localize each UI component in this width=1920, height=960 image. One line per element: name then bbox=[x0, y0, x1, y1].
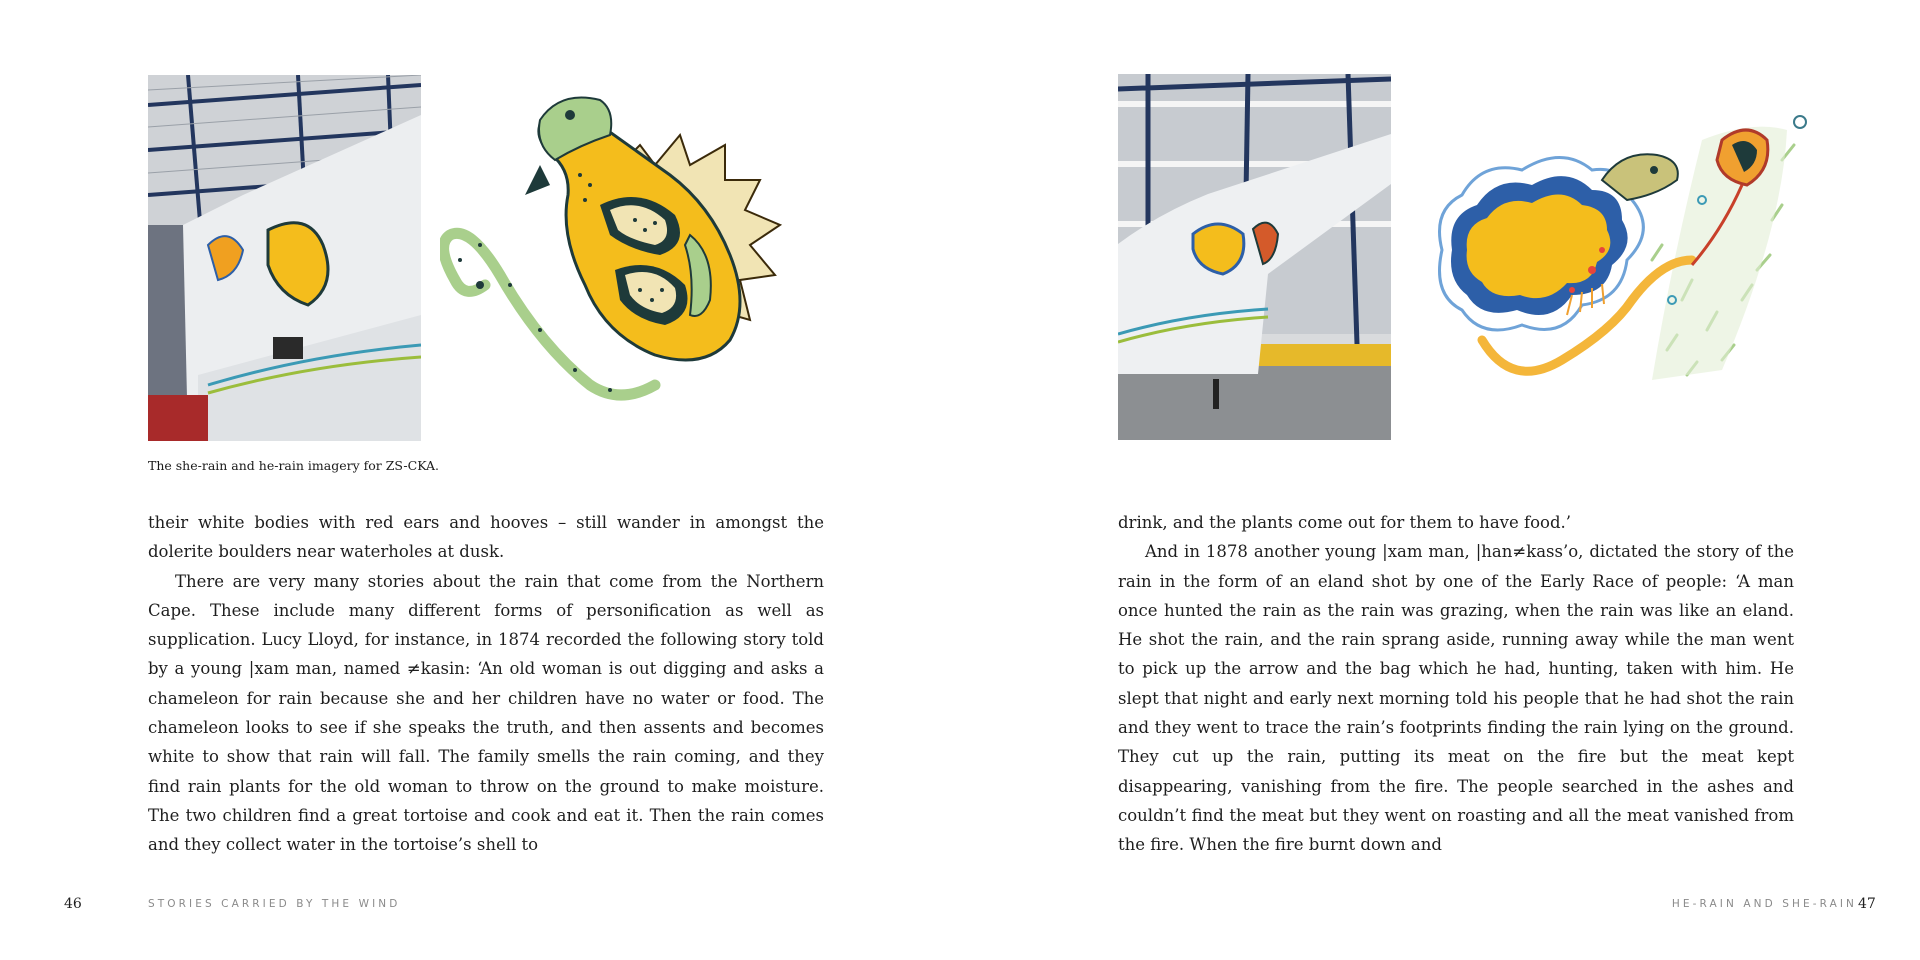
running-head: HE-RAIN AND SHE-RAIN bbox=[1671, 898, 1857, 910]
paragraph: There are very many stories about the rain that come from the Northern Cape. These include many different forms of personification as well as supplication. Lucy Lloyd, for instance, in 1874 recorded the following story told by a young |xam man, named ≠kasin: ‘An old woman is out digging and asks a chameleon for rain because she and her children have no water or food. The chameleon looks to see if she speaks the truth, and then assents and becomes white to show that rain will fall. The family smells the rain coming, and they find rain plants for the old woman to throw on the ground to make moisture. The two children find a great tortoise and cook and eat it. Then the rain comes and they collect water in the tortoise’s shell to bbox=[148, 571, 824, 855]
paragraph: drink, and the plants come out for them to have food.’ bbox=[1118, 513, 1572, 532]
he-rain-artwork bbox=[1422, 100, 1814, 400]
aircraft-tail-hangar-photo bbox=[1118, 74, 1391, 440]
page-number: 46 bbox=[64, 896, 82, 912]
she-rain-artwork bbox=[440, 85, 845, 430]
right-page bbox=[960, 0, 1920, 960]
aircraft-tail-photo bbox=[148, 75, 421, 441]
body-text bbox=[1118, 508, 1794, 860]
figure-caption: The she-rain and he-rain imagery for ZS-CKA. bbox=[148, 458, 440, 473]
body-text bbox=[148, 508, 824, 860]
paragraph: their white bodies with red ears and hooves – still wander in amongst the dolerite boulders near waterholes at dusk. bbox=[148, 513, 824, 562]
page-number: 47 bbox=[1858, 896, 1876, 912]
paragraph: And in 1878 another young |xam man, |han≠kass’o, dictated the story of the rain in the form of an eland shot by one of the Early Race of people: ‘A man once hunted the rain as the rain was grazing, when the rain was like an eland. He shot the rain, and the rain sprang aside, running away while the man went to pick up the arrow and the bag which he had, hunting, taken with him. He slept that night and early next morning told his people that he had shot the rain and they went to trace the rain’s footprints finding the rain lying on the ground. They cut up the rain, putting its meat on the fire but the meat kept disappearing, vanishing from the fire. The people searched in the ashes and couldn’t find the meat but they went on roasting and all the meat vanished from the fire. When the fire burnt down and bbox=[1118, 542, 1794, 855]
running-head: STORIES CARRIED BY THE WIND bbox=[148, 898, 401, 910]
